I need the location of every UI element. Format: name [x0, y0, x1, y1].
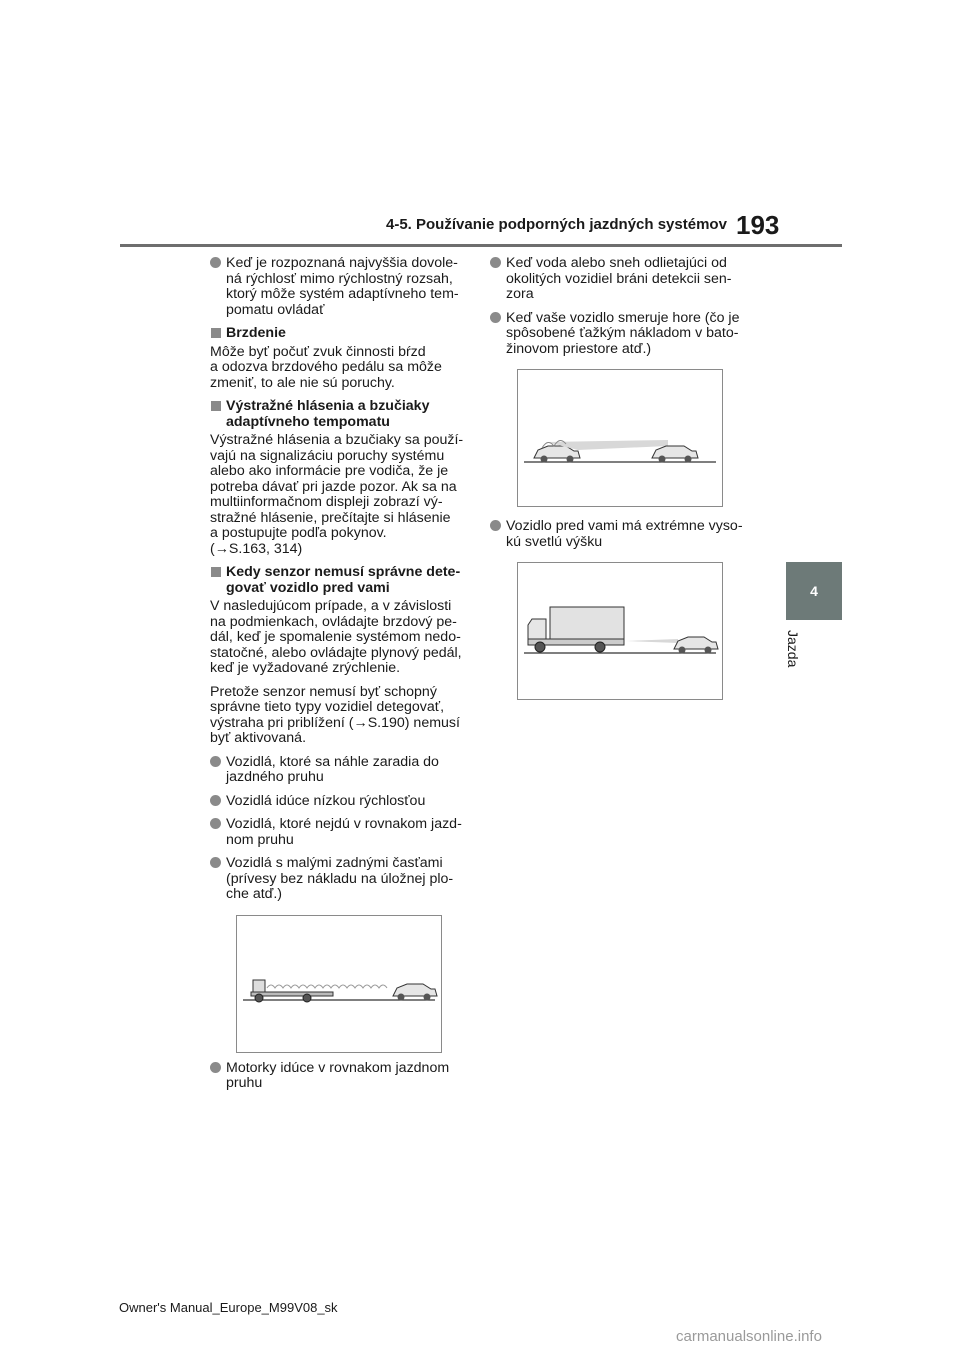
list-item: Vozidlá s malými zadnými časťami (prívesy bez nákladu na úložnej plo- che atď.)	[210, 856, 472, 903]
paragraph-braking: Môže byť počuť zvuk činnosti bŕzd a odozva brzdového pedálu sa môže zmeniť, to ale nie sú poruchy.	[210, 343, 442, 391]
bullet-icon	[490, 520, 501, 531]
list-item: Vozidlá idúce nízkou rýchlosťou	[210, 794, 472, 810]
bullet-icon	[210, 818, 221, 829]
bullet-icon	[490, 257, 501, 268]
bullet-icon	[210, 795, 221, 806]
paragraph-warnings: Výstražné hlásenia a bzučiaky sa použí- vajú na signalizáciu poruchy systému alebo ako informácie pre vodiča, že je potreba dávať pri jazde pozor. Ak sa na multiinformačnom displeji zobrazí vý- stražné hlásenie, prečítajte si hlásenie a postupujte podľa pokynov. (→S.163, 314)	[210, 432, 464, 557]
pointing-up-scene-illustration	[518, 370, 722, 506]
left-column	[210, 256, 472, 1100]
bullet-icon	[210, 857, 221, 868]
paragraph-sensor-1: V nasledujúcom prípade, a v závislosti na podmienkach, ovládajte brzdový pe- dál, keď je spomalenie systémom nedo- statočné, alebo ovládajte plynový pedál, keď je vyžadované zrýchlenie.	[210, 598, 462, 676]
bullet-icon	[490, 312, 501, 323]
illustration-vehicle-pointing-up	[517, 369, 723, 507]
list-item: Vozidlo pred vami má extrémne vyso- kú svetlú výšku	[490, 519, 752, 550]
chapter-tab-number: 4	[786, 562, 842, 620]
square-bullet-icon	[211, 567, 221, 577]
list-item: Keď voda alebo sneh odlietajúci od okolitých vozidiel bráni detekcii sen- zora	[490, 256, 752, 303]
manual-id-footer: Owner's Manual_Europe_M99V08_sk	[119, 1300, 338, 1315]
section-heading-braking: Brzdenie	[210, 326, 472, 342]
section-heading-warnings: Výstražné hlásenia a bzučiaky adaptívneho tempomatu	[210, 399, 472, 430]
watermark: carmanualsonline.info	[676, 1328, 822, 1345]
section-heading-sensor: Kedy senzor nemusí správne dete- govať vozidlo pred vami	[210, 565, 472, 596]
bullet-icon	[210, 1062, 221, 1073]
bullet-icon	[210, 257, 221, 268]
square-bullet-icon	[211, 401, 221, 411]
illustration-high-clearance-truck	[517, 562, 723, 700]
list-item: Keď je rozpoznaná najvyššia dovole- ná rýchlosť mimo rýchlostný rozsah, ktorý môže systém adaptívneho tem- pomatu ovládať	[210, 256, 472, 318]
truck-scene-illustration	[518, 563, 722, 699]
square-bullet-icon	[211, 328, 221, 338]
section-title: 4-5. Používanie podporných jazdných systémov	[386, 216, 727, 233]
page-number: 193	[736, 210, 780, 240]
bullet-icon	[210, 756, 221, 767]
paragraph-sensor-2: Pretože senzor nemusí byť schopný správne tieto typy vozidiel detegovať, výstraha pri priblížení (→S.190) nemusí byť aktivovaná.	[210, 683, 460, 746]
list-item: Vozidlá, ktoré nejdú v rovnakom jazd- nom pruhu	[210, 817, 472, 848]
illustration-trailer-detection	[236, 915, 442, 1053]
trailer-scene-illustration	[237, 916, 441, 1052]
list-item: Motorky idúce v rovnakom jazdnom pruhu	[210, 1061, 472, 1092]
list-item: Keď vaše vozidlo smeruje hore (čo je spôsobené ťažkým nákladom v bato- žinovom priestore atď.)	[490, 311, 752, 358]
header-divider	[120, 244, 842, 247]
right-column	[490, 256, 752, 708]
chapter-tab-label: Jazda	[785, 630, 801, 668]
list-item: Vozidlá, ktoré sa náhle zaradia do jazdného pruhu	[210, 755, 472, 786]
